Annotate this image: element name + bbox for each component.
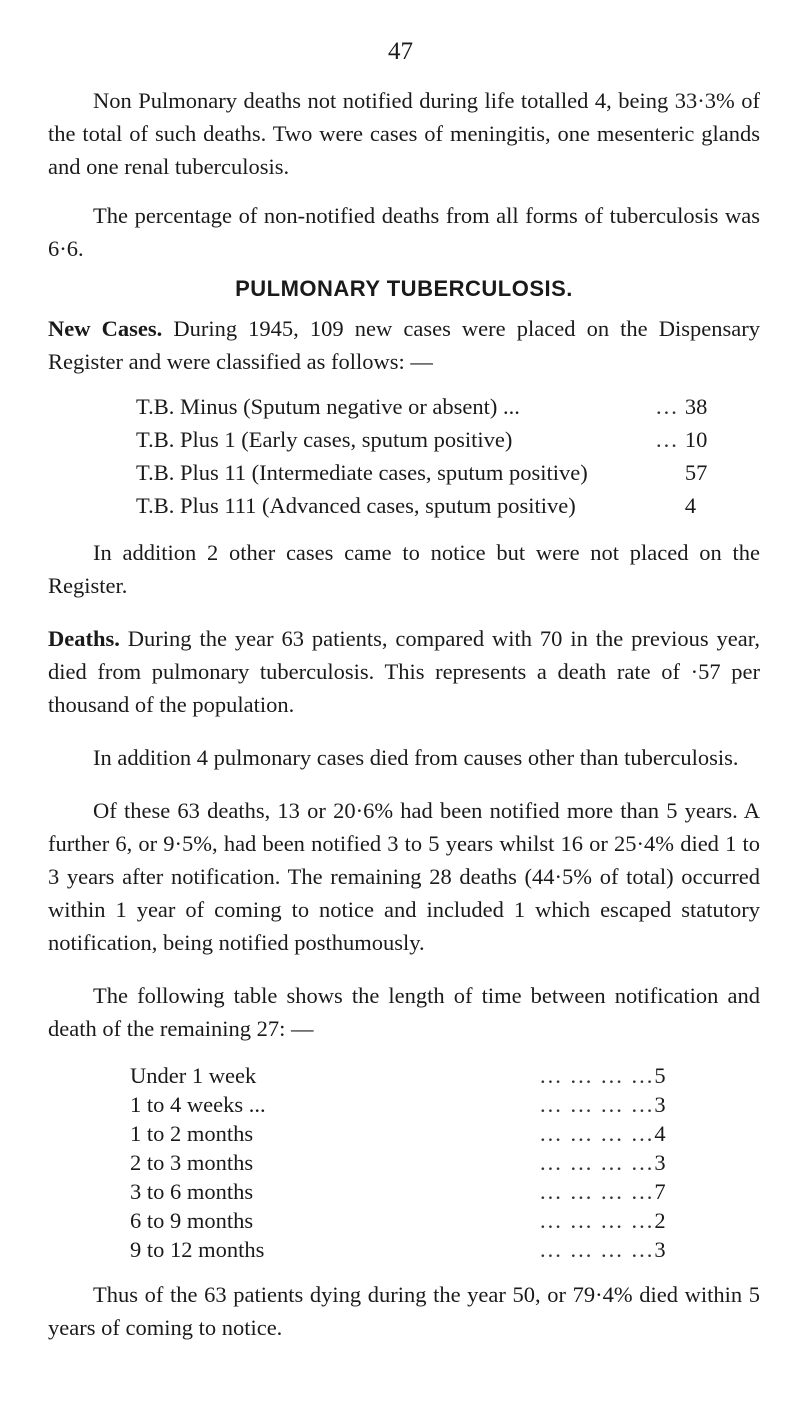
classification-label: T.B. Plus 11 (Intermediate cases, sputum positive) xyxy=(136,459,588,485)
duration-label: Under 1 week xyxy=(130,1062,257,1088)
new-cases-text: During 1945, 109 new cases were placed on the Dispensary Register and were classified as follows: — xyxy=(48,316,761,374)
section-heading: PULMONARY TUBERCULOSIS. xyxy=(235,276,573,301)
table-intro-paragraph: The following table shows the length of time between notification and death of the remaining 27: — xyxy=(48,983,760,1041)
new-cases-paragraph xyxy=(48,312,760,378)
table-row xyxy=(136,390,725,423)
table-row xyxy=(130,1177,684,1206)
dot-leader: ... ... ... ... xyxy=(540,1062,655,1088)
duration-label: 6 to 9 months xyxy=(130,1207,254,1233)
duration-value: 3 xyxy=(654,1149,666,1175)
dot-leader: ... xyxy=(656,426,679,452)
table-row xyxy=(136,456,725,489)
duration-label: 1 to 4 weeks ... xyxy=(130,1091,266,1117)
page-body xyxy=(48,84,760,1344)
classification-value: 10 xyxy=(684,426,708,452)
duration-value: 3 xyxy=(654,1236,666,1262)
duration-label: 9 to 12 months xyxy=(130,1236,265,1262)
table-row xyxy=(130,1061,684,1090)
duration-label: 1 to 2 months xyxy=(130,1120,254,1146)
page-number: 47 xyxy=(388,38,413,65)
dot-leader: ... ... ... ... xyxy=(540,1178,655,1204)
dot-leader: ... xyxy=(656,393,679,419)
table-row xyxy=(136,489,725,522)
dot-leader: ... ... ... ... xyxy=(540,1091,655,1117)
duration-value: 4 xyxy=(654,1120,666,1146)
deaths-lead: Deaths. xyxy=(48,626,120,651)
duration-value: 5 xyxy=(654,1062,666,1088)
addition-pulmonary-paragraph: In addition 4 pulmonary cases died from causes other than tuberculosis. xyxy=(93,745,739,770)
table-row xyxy=(130,1206,684,1235)
new-cases-lead: New Cases. xyxy=(48,316,163,341)
dot-leader: ... ... ... ... xyxy=(540,1149,655,1175)
conclusion-paragraph: Thus of the 63 patients dying during the year 50, or 79·4% died within 5 years of coming to notice. xyxy=(48,1282,760,1340)
classification-label: T.B. Plus 111 (Advanced cases, sputum positive) xyxy=(136,492,576,518)
dot-leader xyxy=(656,489,679,522)
classification-value: 38 xyxy=(684,393,708,419)
classification-value: 57 xyxy=(684,459,708,485)
duration-table xyxy=(130,1061,684,1264)
deaths-paragraph xyxy=(48,622,760,721)
dot-leader: ... ... ... ... xyxy=(540,1207,655,1233)
addition-register-paragraph: In addition 2 other cases came to notice but were not placed on the Register. xyxy=(48,540,760,598)
deaths-text: During the year 63 patients, compared with 70 in the previous year, died from pulmonary tuberculosis. This represents a death rate of ·57 per thousand of the population. xyxy=(48,626,760,717)
classification-label: T.B. Minus (Sputum negative or absent) ... xyxy=(136,393,520,419)
dot-leader: ... ... ... ... xyxy=(540,1120,655,1146)
table-row xyxy=(130,1090,684,1119)
table-row xyxy=(136,423,725,456)
non-pulmonary-paragraph: Non Pulmonary deaths not notified during life totalled 4, being 33·3% of the total of such deaths. Two were cases of meningitis, one mesenteric glands and one renal tuberculosis. xyxy=(48,88,760,179)
dot-leader: ... ... ... ... xyxy=(540,1236,655,1262)
classification-table xyxy=(136,390,725,522)
percentage-paragraph: The percentage of non-notified deaths from all forms of tuberculosis was 6·6. xyxy=(48,203,760,261)
classification-value: 4 xyxy=(684,492,697,518)
duration-value: 2 xyxy=(654,1207,666,1233)
table-row xyxy=(130,1148,684,1177)
table-row xyxy=(130,1235,684,1264)
duration-label: 3 to 6 months xyxy=(130,1178,254,1204)
table-row xyxy=(130,1119,684,1148)
dot-leader xyxy=(656,456,679,489)
duration-value: 7 xyxy=(654,1178,666,1204)
duration-label: 2 to 3 months xyxy=(130,1149,254,1175)
classification-label: T.B. Plus 1 (Early cases, sputum positive) xyxy=(136,426,513,452)
of-these-deaths-paragraph: Of these 63 deaths, 13 or 20·6% had been notified more than 5 years. A further 6, or 9·5%, had been notified 3 to 5 years whilst 16 or 25·4% died 1 to 3 years after notification. The remaining 28 deaths (44·5% of total) occurred within 1 year of coming to notice and included 1 which escaped statutory notification, being notified posthumously. xyxy=(48,798,760,955)
duration-value: 3 xyxy=(654,1091,666,1117)
